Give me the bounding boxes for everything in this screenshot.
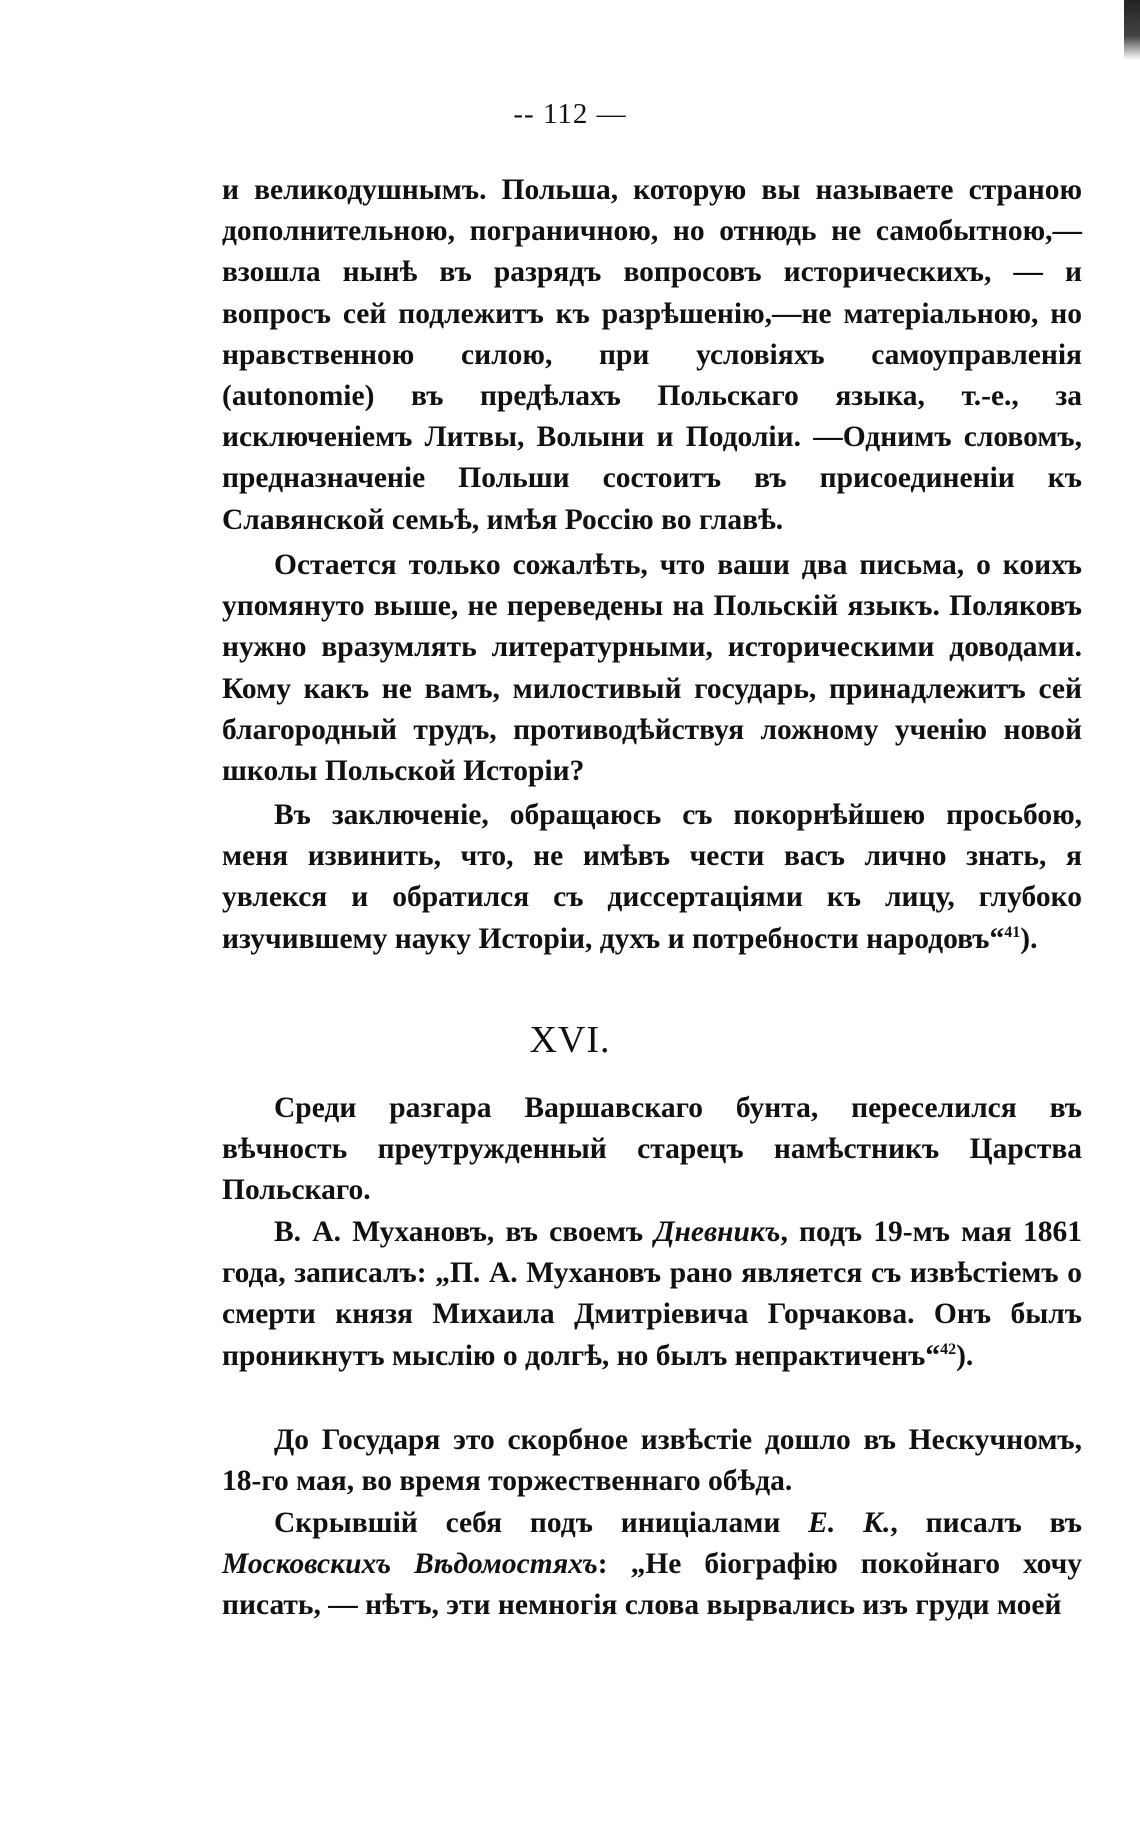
paragraph-3-text xyxy=(222,795,1082,960)
paragraph-3-body: Въ заключеніе, обращаюсь съ покорнѣйшею просьбою, меня извинить, что, не имѣвъ чести васъ лично знать, я увлекся и обратился съ диссертаціями къ лицу, глубоко изучившему науку Исторіи, духъ и потребности народовъ“ xyxy=(222,799,1082,955)
paragraph-5-start: В. А. Мухановъ, въ своемъ xyxy=(274,1216,644,1248)
paragraph-4 xyxy=(222,1088,1082,1212)
paragraph-2-text: Остается только сожалѣть, что ваши два письма, о коихъ упомянуто выше, не переведены на Польскій языкъ. Поляковъ нужно вразумлять литературными, историческими доводами. Кому какъ не вамъ, милостивый государь, принадлежитъ сей благородный трудъ, противодѣйствуя ложному ученію новой школы Польской Исторіи? xyxy=(222,549,1082,788)
paragraph-7-start: Скрывшій себя подъ иниціалами xyxy=(274,1507,781,1539)
chapter-heading: XVI. xyxy=(529,1019,611,1061)
paragraph-3 xyxy=(222,795,1082,960)
paragraph-1-text: и великодушнымъ. Польша, которую вы называете страною дополнительною, пограничною, но отнюдь не самобытною,— взошла нынѣ въ разрядъ вопросовъ историческихъ, — и вопросъ сей подлежитъ къ разрѣшенію,—не матеріальною, но нравственною силою, при условіяхъ самоуправленія (autonomie) въ предѣлахъ Польскаго языка, т.-е., за исключеніемъ Литвы, Волыни и Подоліи. —Однимъ словомъ, предназначеніе Польши состоитъ въ присоединеніи къ Славянской семьѣ, имѣя Россію во главѣ. xyxy=(222,174,1082,536)
page-number: -- 112 — xyxy=(513,98,627,130)
paragraph-7 xyxy=(222,1503,1082,1627)
paragraph-4-text: Среди разгара Варшавскаго бунта, переселился въ вѣчность преутружденный старецъ намѣстникъ Царства Польскаго. xyxy=(222,1092,1082,1207)
paragraph-7-text xyxy=(222,1503,1082,1627)
paragraph-7-body: : „Не біографію покойнаго хочу писать, — нѣтъ, эти немногія слова вырвались изъ груди моей xyxy=(222,1548,1083,1622)
paragraph-7-mid: , писалъ въ xyxy=(890,1507,1082,1539)
paragraph-5-text xyxy=(222,1212,1082,1377)
diary-title: Дневникъ xyxy=(654,1216,781,1248)
newspaper-title: Московскихъ Вѣдомостяхъ xyxy=(222,1548,598,1581)
paragraph-6 xyxy=(222,1420,1082,1502)
paragraph-5-body: , подъ 19-мъ мая 1861 года, записалъ: „П. А. Мухановъ рано является съ извѣстіемъ о смерти князя Михаила Дмитріевича Горчакова. Онъ былъ проникнутъ мыслію о долгѣ, но былъ непрактиченъ“ xyxy=(222,1216,1082,1372)
footnote-ref-42: 42 xyxy=(940,1340,957,1358)
paragraph-5-tail: ). xyxy=(956,1339,974,1372)
paragraph-1 xyxy=(222,170,1082,541)
paragraph-5 xyxy=(222,1212,1082,1377)
scan-edge-mark xyxy=(1124,0,1140,60)
paragraph-6-text: До Государя это скорбное извѣстіе дошло въ Нескучномъ, 18-го мая, во время торжественнаго обѣда. xyxy=(222,1424,1082,1498)
paragraph-2 xyxy=(222,545,1082,792)
footnote-ref-41: 41 xyxy=(1004,923,1021,941)
author-initials: Е. К. xyxy=(808,1507,891,1539)
paragraph-3-tail: ). xyxy=(1020,922,1038,955)
